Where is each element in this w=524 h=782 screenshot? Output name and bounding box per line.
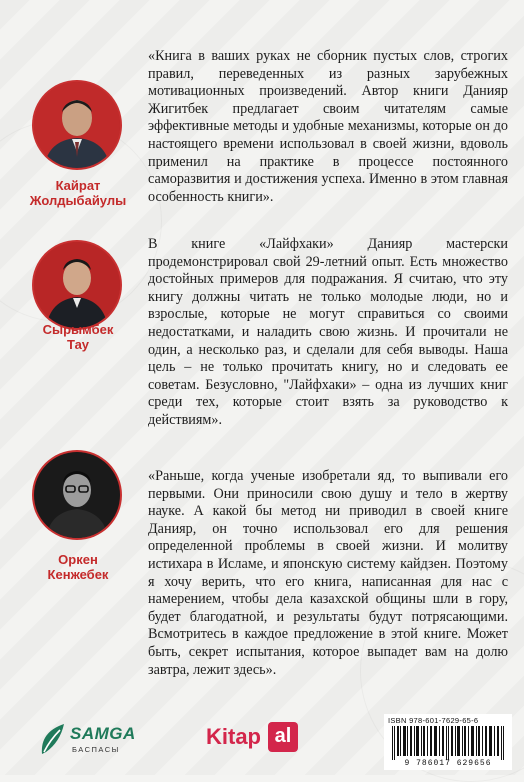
quote-text: В книге «Лайфхаки» Данияр мастерски продемонстрировал свой 29-летний опыт. Есть множество достойных примеров для подражания. Я считаю, что эту книгу должны читать не только молодые люди, но и взрослые, которые не могут справиться со своими недостатками, и наладить свою жизнь. И прочитали не один, а несколько раз, и сделали для себя выводы. Наша цель – не только прочитать книгу, но и следовать ее советам. Безусловно, "Лайфхаки» – одна из лучших книг среди тех, которые стоит взять за руководство к действиям». <box>148 236 508 428</box>
kitap-text: Kitap <box>206 724 261 749</box>
barcode <box>384 714 512 770</box>
kitap-box: al <box>268 722 298 752</box>
avatar-kairat <box>34 82 120 168</box>
quote-text: «Раньше, когда ученые изобретали яд, то выпивали его первыми. Они приносили свою душу и тело в жертву науке. А какой бы метод ни приводил в своей книге Данияр, он точно использовал его для решения определенной проблемы в своей жизни. И молитву истихара в Исламе, и японскую систему кайдзен. Поэтому я хочу верить, что его книга, написанная для нас с намерением, чтобы дела казахской общины шли в гору, будет благодатной, и результаты будут потрясающими. Всмотритесь в каждое предложение в этой книге. Может быть, секрет испытания, которое выпадет вам на долю завтра, лежит здесь». <box>148 468 508 678</box>
publisher-name: SAMGA <box>70 724 136 743</box>
quote-text: «Книга в ваших руках не сборник пустых слов, строгих правил, переведенных из разных зарубежных мотивационных произведений. Автор книги Данияр Жигитбек предлагает своим читателям самые эффективные методы и удобные механизмы, которые он до настоящего времени использовал в своей жизни, вдоволь применил на практике в процессе постоянного саморазвития и достижения успеха. Именно в этом главная особенность книги». <box>148 48 508 205</box>
testimonial-quote <box>148 468 508 679</box>
publisher-logo <box>38 720 134 764</box>
author-name: Сырымбек Тау <box>42 322 114 352</box>
testimonial-quote <box>148 48 508 206</box>
leaf-icon <box>38 722 68 756</box>
author-name: Кайрат Жолдыбайулы <box>29 178 127 208</box>
barcode-digits: 9 786017 629656 <box>404 759 492 768</box>
avatar-orken <box>34 452 120 538</box>
testimonial-quote <box>148 236 508 430</box>
portrait-icon <box>34 82 120 168</box>
publisher-subtitle: БАСПАСЫ <box>72 745 120 754</box>
barcode-bars-icon <box>390 726 506 760</box>
portrait-icon <box>34 242 120 328</box>
isbn-number: ISBN 978-601-7629-65-6 <box>388 716 479 725</box>
portrait-icon <box>34 452 120 538</box>
avatar-syrymbek <box>34 242 120 328</box>
footer <box>0 700 524 775</box>
author-name: Оркен Кенжебек <box>47 552 109 582</box>
